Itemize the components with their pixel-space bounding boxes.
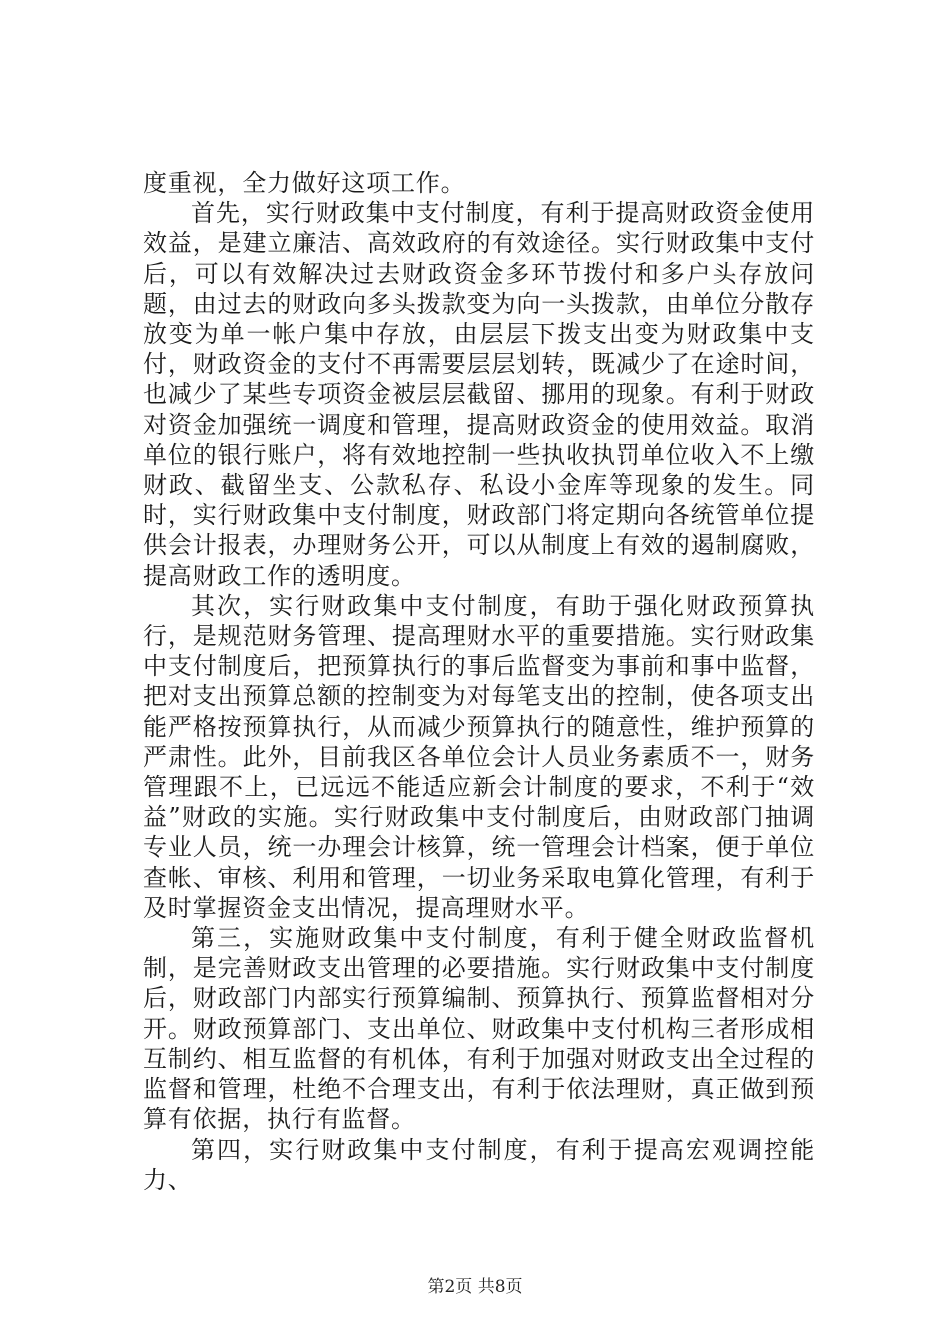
paragraph-third-point: 第三，实施财政集中支付制度，有利于健全财政监督机制，是完善财政支出管理的必要措施。实行财政集中支付制度后，财政部门内部实行预算编制、预算执行、预算监督相对分开。财政预算部门、支出单位、财政集中支付机构三者形成相互制约、相互监督的有机体，有利于加强对财政支出全过程的监督和管理，杜绝不合理支出，有利于依法理财，真正做到预算有依据，执行有监督。 bbox=[143, 924, 815, 1134]
paragraph-second-point: 其次，实行财政集中支付制度，有助于强化财政预算执行，是规范财务管理、提高理财水平的重要措施。实行财政集中支付制度后，把预算执行的事后监督变为事前和事中监督，把对支出预算总额的控制变为对每笔支出的控制，使各项支出能严格按预算执行，从而减少预算执行的随意性，维护预算的严肃性。此外，目前我区各单位会计人员业务素质不一，财务管理跟不上，已远远不能适应新会计制度的要求，不利于“效益”财政的实施。实行财政集中支付制度后，由财政部门抽调专业人员，统一办理会计核算，统一管理会计档案，便于单位查帐、审核、利用和管理，一切业务采取电算化管理，有利于及时掌握资金支出情况，提高理财水平。 bbox=[143, 591, 815, 922]
page-footer: 第2页 共8页 bbox=[427, 1277, 523, 1297]
paragraph-first-point: 首先，实行财政集中支付制度，有利于提高财政资金使用效益，是建立廉洁、高效政府的有效途径。实行财政集中支付后，可以有效解决过去财政资金多环节拨付和多户头存放问题，由过去的财政向多头拨款变为向一头拨款，由单位分散存放变为单一帐户集中存放，由层层下拨支出变为财政集中支付，财政资金的支付不再需要层层划转，既减少了在途时间，也减少了某些专项资金被层层截留、挪用的现象。有利于财政对资金加强统一调度和管理，提高财政资金的使用效益。取消单位的银行账户，将有效地控制一些执收执罚单位收入不上缴财政、截留坐支、公款私存、私设小金库等现象的发生。同时，实行财政集中支付制度，财政部门将定期向各统管单位提供会计报表，办理财务公开，可以从制度上有效的遏制腐败，提高财政工作的透明度。 bbox=[143, 199, 815, 590]
paragraph-continuation: 度重视，全力做好这项工作。 bbox=[143, 169, 466, 197]
paragraph-fourth-point: 第四，实行财政集中支付制度，有利于提高宏观调控能力、 bbox=[143, 1135, 815, 1194]
document-body bbox=[143, 168, 815, 1195]
